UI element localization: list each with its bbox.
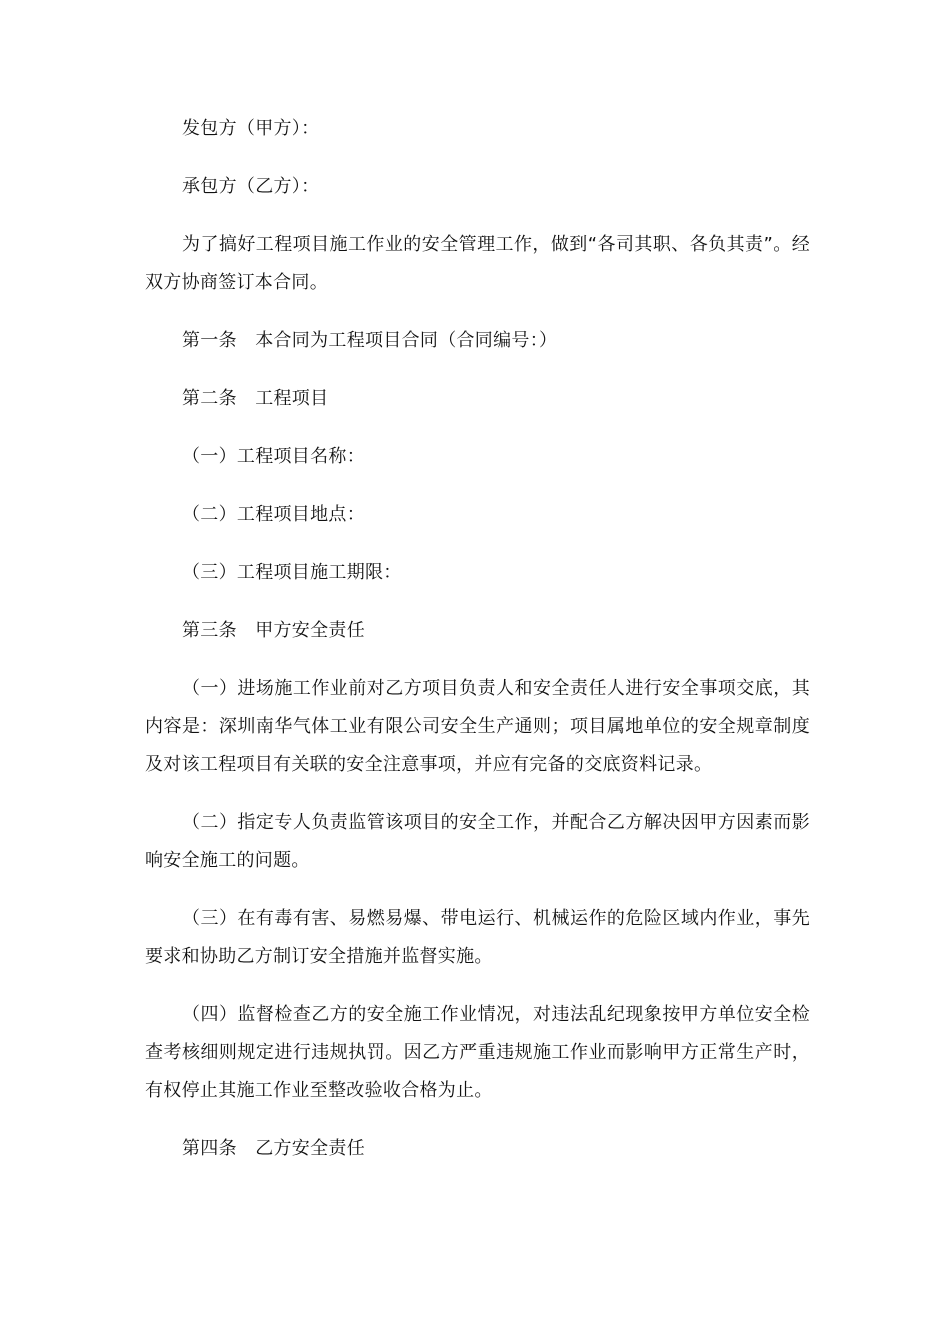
- article-1: 第一条 本合同为工程项目合同（合同编号：）: [182, 330, 558, 351]
- article-3-item-2: （二）指定专人负责监管该项目的安全工作，并配合乙方解决因甲方因素而影响安全施工的问题。: [145, 812, 810, 871]
- article-2-item-2: （二）工程项目地点：: [182, 504, 365, 525]
- party-b-line: 承包方（乙方）：: [182, 176, 320, 197]
- article-2-item-3: （三）工程项目施工期限：: [182, 562, 402, 583]
- article-3-item-1: （一）进场施工作业前对乙方项目负责人和安全责任人进行安全事项交底，其内容是：深圳南华气体工业有限公司安全生产通则；项目属地单位的安全规章制度及对该工程项目有关联的安全注意事项，并应有完备的交底资料记录。: [145, 678, 810, 775]
- article-3-heading: 第三条 甲方安全责任: [182, 620, 365, 641]
- party-a-line: 发包方（甲方）：: [182, 118, 320, 139]
- document-body: [145, 110, 810, 1168]
- article-2-item-1: （一）工程项目名称：: [182, 446, 365, 467]
- article-2-heading: 第二条 工程项目: [182, 388, 329, 409]
- article-3-item-3: （三）在有毒有害、易燃易爆、带电运行、机械运作的危险区域内作业，事先要求和协助乙方制订安全措施并监督实施。: [145, 908, 810, 967]
- article-4-heading: 第四条 乙方安全责任: [182, 1138, 365, 1159]
- article-3-item-4: （四）监督检查乙方的安全施工作业情况，对违法乱纪现象按甲方单位安全检查考核细则规定进行违规执罚。因乙方严重违规施工作业而影响甲方正常生产时，有权停止其施工作业至整改验收合格为止。: [145, 1004, 810, 1101]
- preamble-paragraph: 为了搞好工程项目施工作业的安全管理工作，做到“各司其职、各负其责”。经双方协商签订本合同。: [145, 234, 810, 293]
